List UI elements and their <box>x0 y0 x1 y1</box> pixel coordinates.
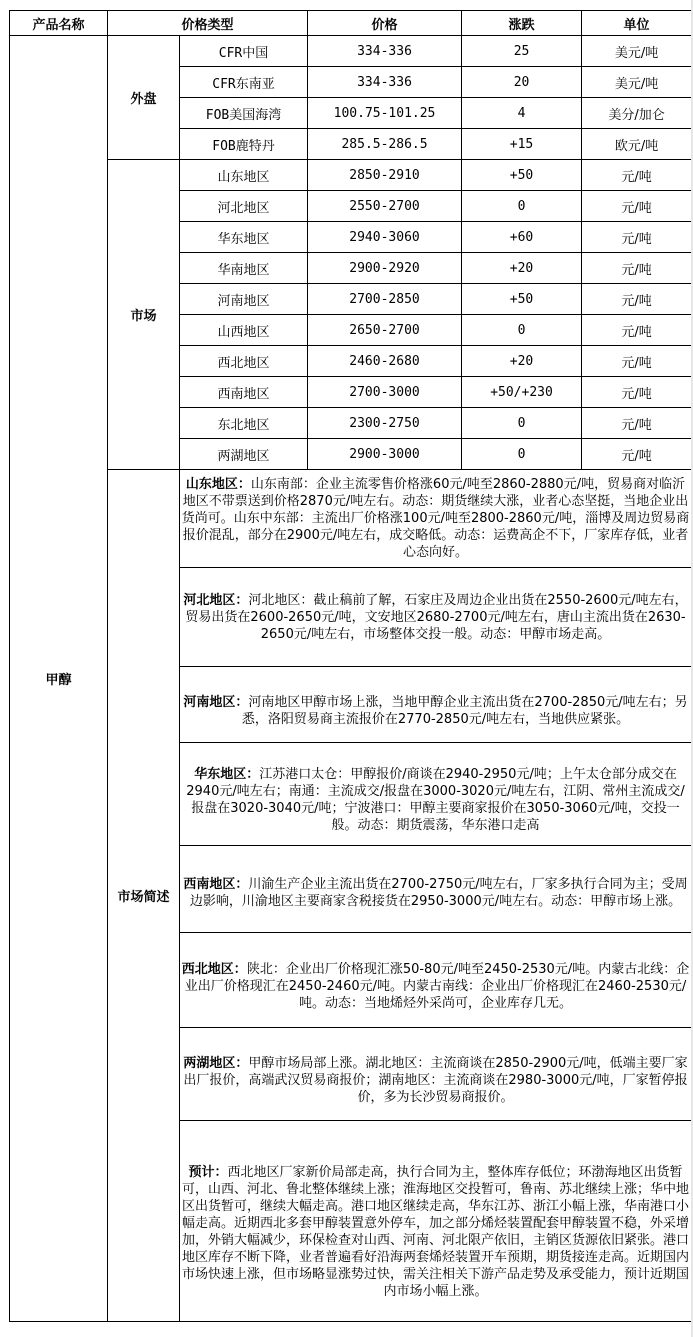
change-cell: 0 <box>462 191 582 222</box>
brief-text: 甲醇市场局部上涨。湖北地区：主流商谈在2850-2900元/吨，低端主要厂家出厂报价，高端武汉贸易商报价；湖南地区：主流商谈在2980-3000元/吨，厂家暂停报价，多为长沙贸易商报价。 <box>183 1055 688 1105</box>
price-cell: 2300-2750 <box>308 408 462 439</box>
table-row <box>10 36 692 67</box>
price-cell: 334-336 <box>308 36 462 67</box>
brief-shandong <box>180 470 692 568</box>
product-name-cell: 甲醇 <box>10 36 108 1322</box>
unit-cell: 元/吨 <box>582 284 692 315</box>
change-cell: 20 <box>462 67 582 98</box>
price-cell: 2460-2680 <box>308 346 462 377</box>
header-price: 价格 <box>308 11 462 36</box>
price-type-cell: 西北地区 <box>180 346 308 377</box>
change-cell: 0 <box>462 315 582 346</box>
unit-cell: 元/吨 <box>582 377 692 408</box>
brief-xibei <box>180 933 692 1028</box>
price-type-cell: 东北地区 <box>180 408 308 439</box>
price-type-cell: 河南地区 <box>180 284 308 315</box>
group-overseas: 外盘 <box>108 36 180 160</box>
unit-cell: 元/吨 <box>582 315 692 346</box>
price-cell: 2650-2700 <box>308 315 462 346</box>
brief-forecast <box>180 1121 692 1322</box>
change-cell: 4 <box>462 98 582 129</box>
brief-lianghu <box>180 1028 692 1121</box>
price-cell: 2700-3000 <box>308 377 462 408</box>
unit-cell: 元/吨 <box>582 408 692 439</box>
change-cell: +50 <box>462 284 582 315</box>
group-market-brief: 市场简述 <box>108 470 180 1322</box>
price-cell: 2900-2920 <box>308 253 462 284</box>
brief-text: 西北地区厂家新价局部走高，执行合同为主，整体库存低位；环渤海地区出货暂可，山西、河北、鲁北整体继续上涨；淮海地区交投暂可，鲁南、苏北继续上涨；华中地区出货暂可，继续大幅走高。港口地区继续走高，华东江苏、浙江小幅上涨，华南港口小幅走高。近期西北多套甲醇装置意外停车，加之部分烯烃装置配套甲醇装置不稳，外采增加，外销大幅减少，环保检查对山西、河南、河北限产依旧，主销区货源依旧紧张。港口地区库存不断下降，业者普遍看好沿海两套烯烃装置开车预期，期货接连走高。近期国内市场快速上涨，但市场略显涨势过快，需关注相关下游产品走势及承受能力，预计近期国内市场小幅上涨。 <box>182 1165 690 1299</box>
methanol-price-table <box>9 10 692 1322</box>
brief-region: 西南地区： <box>183 877 249 892</box>
unit-cell: 元/吨 <box>582 160 692 191</box>
price-cell: 2700-2850 <box>308 284 462 315</box>
price-cell: 2550-2700 <box>308 191 462 222</box>
group-market: 市场 <box>108 160 180 470</box>
brief-xinan <box>180 846 692 933</box>
brief-region: 河南地区： <box>183 694 249 710</box>
brief-text: 山东南部：企业主流零售价格涨60元/吨至2860-2880元/吨，贸易商对临沂地区不带票送到价格2870元/吨左右。动态：期货继续大涨，业者心态坚挺，当地企业出货尚可。山东中东部：主流出厂价格涨100元/吨至2800-2860元/吨，淄博及周边贸易商报价混乱，部分在2900元/吨左右，成交略低。动态：运费高企不下，厂家库存低，业者心态向好。 <box>181 477 690 560</box>
unit-cell: 美元/吨 <box>582 67 692 98</box>
brief-text: 河北地区：截止稿前了解，石家庄及周边企业出货在2550-2600元/吨左右，贸易出货在2600-2650元/吨，文安地区2680-2700元/吨左右，唐山主流出货在2630-2650元/吨左右，市场整体交投一般。动态：甲醇市场走高。 <box>185 592 688 642</box>
change-cell: 0 <box>462 439 582 470</box>
price-type-cell: 河北地区 <box>180 191 308 222</box>
unit-cell: 欧元/吨 <box>582 129 692 160</box>
price-type-cell: 华东地区 <box>180 222 308 253</box>
brief-text: 川渝生产企业主流出货在2700-2750元/吨左右，厂家多执行合同为主；受周边影响，川渝地区主要商家含税接货在2950-3000元/吨左右。动态：甲醇市场上涨。 <box>189 877 688 909</box>
table-row <box>10 160 692 191</box>
price-type-cell: 山西地区 <box>180 315 308 346</box>
header-unit: 单位 <box>582 11 692 36</box>
brief-text: 江苏港口太仓：甲醇报价/商谈在2940-2950元/吨；上午太仓部分成交在2940元/吨左右；南通：主流成交/报盘在3000-3020元/吨左右，江阴、常州主流成交/报盘在3020-3040元/吨；宁波港口：甲醇主要商家报价在3050-3060元/吨，交投一般。动态：期货震荡，华东港口走高 <box>186 767 685 833</box>
price-type-cell: 华南地区 <box>180 253 308 284</box>
price-cell: 2900-3000 <box>308 439 462 470</box>
header-row <box>10 11 692 36</box>
unit-cell: 元/吨 <box>582 222 692 253</box>
unit-cell: 元/吨 <box>582 253 692 284</box>
change-cell: 0 <box>462 408 582 439</box>
price-cell: 2850-2910 <box>308 160 462 191</box>
unit-cell: 元/吨 <box>582 191 692 222</box>
unit-cell: 美元/吨 <box>582 36 692 67</box>
brief-huadong <box>180 743 692 846</box>
brief-region: 西北地区： <box>181 961 247 977</box>
price-type-cell: 两湖地区 <box>180 439 308 470</box>
price-type-cell: CFR中国 <box>180 36 308 67</box>
price-type-cell: FOB美国海湾 <box>180 98 308 129</box>
header-product: 产品名称 <box>10 11 108 36</box>
change-cell: +50 <box>462 160 582 191</box>
change-cell: +60 <box>462 222 582 253</box>
price-cell: 100.75-101.25 <box>308 98 462 129</box>
price-type-cell: 山东地区 <box>180 160 308 191</box>
header-price-type: 价格类型 <box>108 11 308 36</box>
change-cell: +15 <box>462 129 582 160</box>
price-type-cell: 西南地区 <box>180 377 308 408</box>
unit-cell: 元/吨 <box>582 346 692 377</box>
brief-region: 两湖地区： <box>183 1055 249 1071</box>
brief-region: 华东地区： <box>194 767 260 782</box>
brief-text: 河南地区甲醇市场上涨，当地甲醇企业主流出货在2700-2850元/吨左右；另悉，洛阳贸易商主流报价在2770-2850元/吨左右，当地供应紧张。 <box>241 694 688 727</box>
brief-henan <box>180 667 692 743</box>
brief-text: 陕北：企业出厂价格现汇涨50-80元/吨至2450-2530元/吨。内蒙古北线：企业出厂价格现汇在2450-2460元/吨。内蒙古南线：企业出厂价格现汇在2460-2530元/吨。动态：当地烯烃外采尚可，企业库存几无。 <box>184 961 690 1011</box>
change-cell: +20 <box>462 253 582 284</box>
unit-cell: 元/吨 <box>582 439 692 470</box>
brief-region: 河北地区： <box>183 592 249 608</box>
brief-region: 山东地区： <box>185 477 251 492</box>
header-change: 涨跌 <box>462 11 582 36</box>
brief-region: 预计： <box>188 1165 228 1180</box>
price-cell: 2940-3060 <box>308 222 462 253</box>
brief-row <box>10 470 692 568</box>
brief-hebei <box>180 568 692 667</box>
change-cell: +50/+230 <box>462 377 582 408</box>
price-cell: 334-336 <box>308 67 462 98</box>
unit-cell: 美分/加仑 <box>582 98 692 129</box>
change-cell: +20 <box>462 346 582 377</box>
price-type-cell: FOB鹿特丹 <box>180 129 308 160</box>
price-type-cell: CFR东南亚 <box>180 67 308 98</box>
price-cell: 285.5-286.5 <box>308 129 462 160</box>
change-cell: 25 <box>462 36 582 67</box>
